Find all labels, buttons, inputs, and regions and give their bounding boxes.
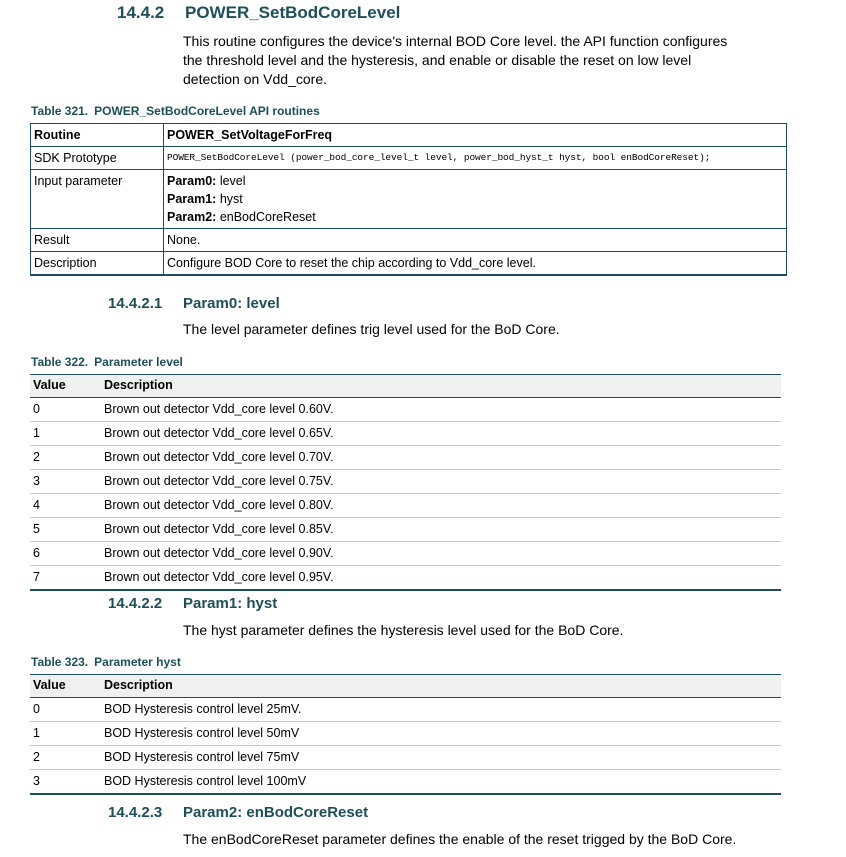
- subsection-number: 14.4.2.2: [108, 595, 163, 612]
- param-value: enBodCoreReset: [216, 210, 316, 224]
- table-row: [31, 252, 787, 276]
- description-label: Description: [31, 252, 164, 276]
- description-cell: BOD Hysteresis control level 50mV: [104, 726, 300, 740]
- table-322-caption: [31, 355, 183, 369]
- prototype-value: POWER_SetBodCoreLevel (power_bod_core_level_t level, power_bod_hyst_t hyst, bool enBodCoreReset);: [164, 147, 787, 170]
- value-cell: 0: [33, 402, 40, 416]
- table-row: [30, 722, 781, 746]
- value-cell: 4: [33, 498, 40, 512]
- subsection-text: The enBodCoreReset parameter defines the enable of the reset trigged by the BoD Core.: [183, 831, 737, 847]
- table-323-caption: [31, 655, 181, 669]
- table-321-caption: [31, 104, 320, 118]
- description-cell: Brown out detector Vdd_core level 0.75V.: [104, 474, 334, 488]
- description-cell: Brown out detector Vdd_core level 0.65V.: [104, 426, 334, 440]
- parameter-hyst-table: [30, 674, 781, 795]
- value-cell: 1: [33, 726, 40, 740]
- subsection-text: The hyst parameter defines the hysteresis level used for the BoD Core.: [183, 622, 624, 638]
- intro-line: detection on Vdd_core.: [183, 71, 327, 87]
- section-title: POWER_SetBodCoreLevel: [185, 3, 401, 22]
- table-header-row: [30, 374, 781, 398]
- table-title: POWER_SetBodCoreLevel API routines: [94, 104, 320, 118]
- param-name: Param0:: [167, 174, 217, 188]
- description-cell: Brown out detector Vdd_core level 0.70V.: [104, 450, 334, 464]
- param-line: [167, 190, 784, 208]
- table-row: [30, 746, 781, 770]
- routine-label: Routine: [31, 124, 164, 147]
- value-cell: 3: [33, 474, 40, 488]
- table-row: [30, 494, 781, 518]
- intro-line: the threshold level and the hysteresis, and enable or disable the reset on low level: [183, 52, 692, 68]
- param-value: hyst: [216, 192, 243, 206]
- param-value: level: [216, 174, 246, 188]
- param-line: [167, 208, 784, 226]
- table-row: [30, 566, 781, 591]
- table-label: Table 323.: [31, 655, 89, 669]
- subsection-number: 14.4.2.1: [108, 295, 163, 312]
- parameter-level-table: [30, 374, 781, 591]
- value-cell: 2: [33, 750, 40, 764]
- col-value-header: Value: [33, 378, 66, 392]
- value-cell: 3: [33, 774, 40, 788]
- param-name: Param1:: [167, 192, 217, 206]
- subsection-text: The level parameter defines trig level used for the BoD Core.: [183, 321, 560, 337]
- value-cell: 1: [33, 426, 40, 440]
- description-cell: BOD Hysteresis control level 100mV: [104, 774, 307, 788]
- param-line: [167, 172, 784, 190]
- subsection-title: Param1: hyst: [183, 595, 278, 612]
- table-row: [31, 124, 787, 147]
- value-cell: 0: [33, 702, 40, 716]
- result-label: Result: [31, 229, 164, 252]
- description-cell: Brown out detector Vdd_core level 0.95V.: [104, 570, 334, 584]
- routine-value: POWER_SetVoltageForFreq: [164, 124, 787, 147]
- subsection-title: Param2: enBodCoreReset: [183, 804, 369, 821]
- description-cell: Brown out detector Vdd_core level 0.85V.: [104, 522, 334, 536]
- api-routines-table: [30, 123, 787, 276]
- table-row: [30, 422, 781, 446]
- subsection-number: 14.4.2.3: [108, 804, 163, 821]
- description-cell: Brown out detector Vdd_core level 0.80V.: [104, 498, 334, 512]
- subsection-title: Param0: level: [183, 295, 280, 312]
- value-cell: 5: [33, 522, 40, 536]
- description-cell: BOD Hysteresis control level 75mV: [104, 750, 300, 764]
- value-cell: 7: [33, 570, 40, 584]
- table-row: [31, 147, 787, 170]
- subsection-heading-hyst: [108, 595, 277, 612]
- table-row: [30, 518, 781, 542]
- intro-paragraph: [183, 32, 803, 89]
- table-label: Table 322.: [31, 355, 89, 369]
- table-row: [31, 229, 787, 252]
- description-cell: Brown out detector Vdd_core level 0.90V.: [104, 546, 334, 560]
- table-row: [30, 470, 781, 494]
- prototype-label: SDK Prototype: [31, 147, 164, 170]
- value-cell: 2: [33, 450, 40, 464]
- table-row: [30, 398, 781, 422]
- table-row: [30, 698, 781, 722]
- result-value: None.: [164, 229, 787, 252]
- table-title: Parameter level: [94, 355, 183, 369]
- table-label: Table 321.: [31, 104, 89, 118]
- table-row: [31, 170, 787, 229]
- section-heading: [117, 3, 400, 23]
- table-row: [30, 770, 781, 795]
- description-value: Configure BOD Core to reset the chip according to Vdd_core level.: [164, 252, 787, 276]
- intro-line: This routine configures the device's internal BOD Core level. the API function configures: [183, 33, 728, 49]
- subsection-heading-level: [108, 295, 280, 312]
- description-cell: BOD Hysteresis control level 25mV.: [104, 702, 302, 716]
- param-name: Param2:: [167, 210, 217, 224]
- table-row: [30, 542, 781, 566]
- table-row: [30, 446, 781, 470]
- subsection-heading-enbodcorereset: [108, 804, 368, 821]
- col-value-header: Value: [33, 678, 66, 692]
- table-title: Parameter hyst: [94, 655, 181, 669]
- col-description-header: Description: [104, 378, 173, 392]
- table-header-row: [30, 674, 781, 698]
- input-params: [164, 170, 787, 229]
- description-cell: Brown out detector Vdd_core level 0.60V.: [104, 402, 334, 416]
- value-cell: 6: [33, 546, 40, 560]
- section-number: 14.4.2: [117, 3, 165, 22]
- col-description-header: Description: [104, 678, 173, 692]
- input-label: Input parameter: [31, 170, 164, 229]
